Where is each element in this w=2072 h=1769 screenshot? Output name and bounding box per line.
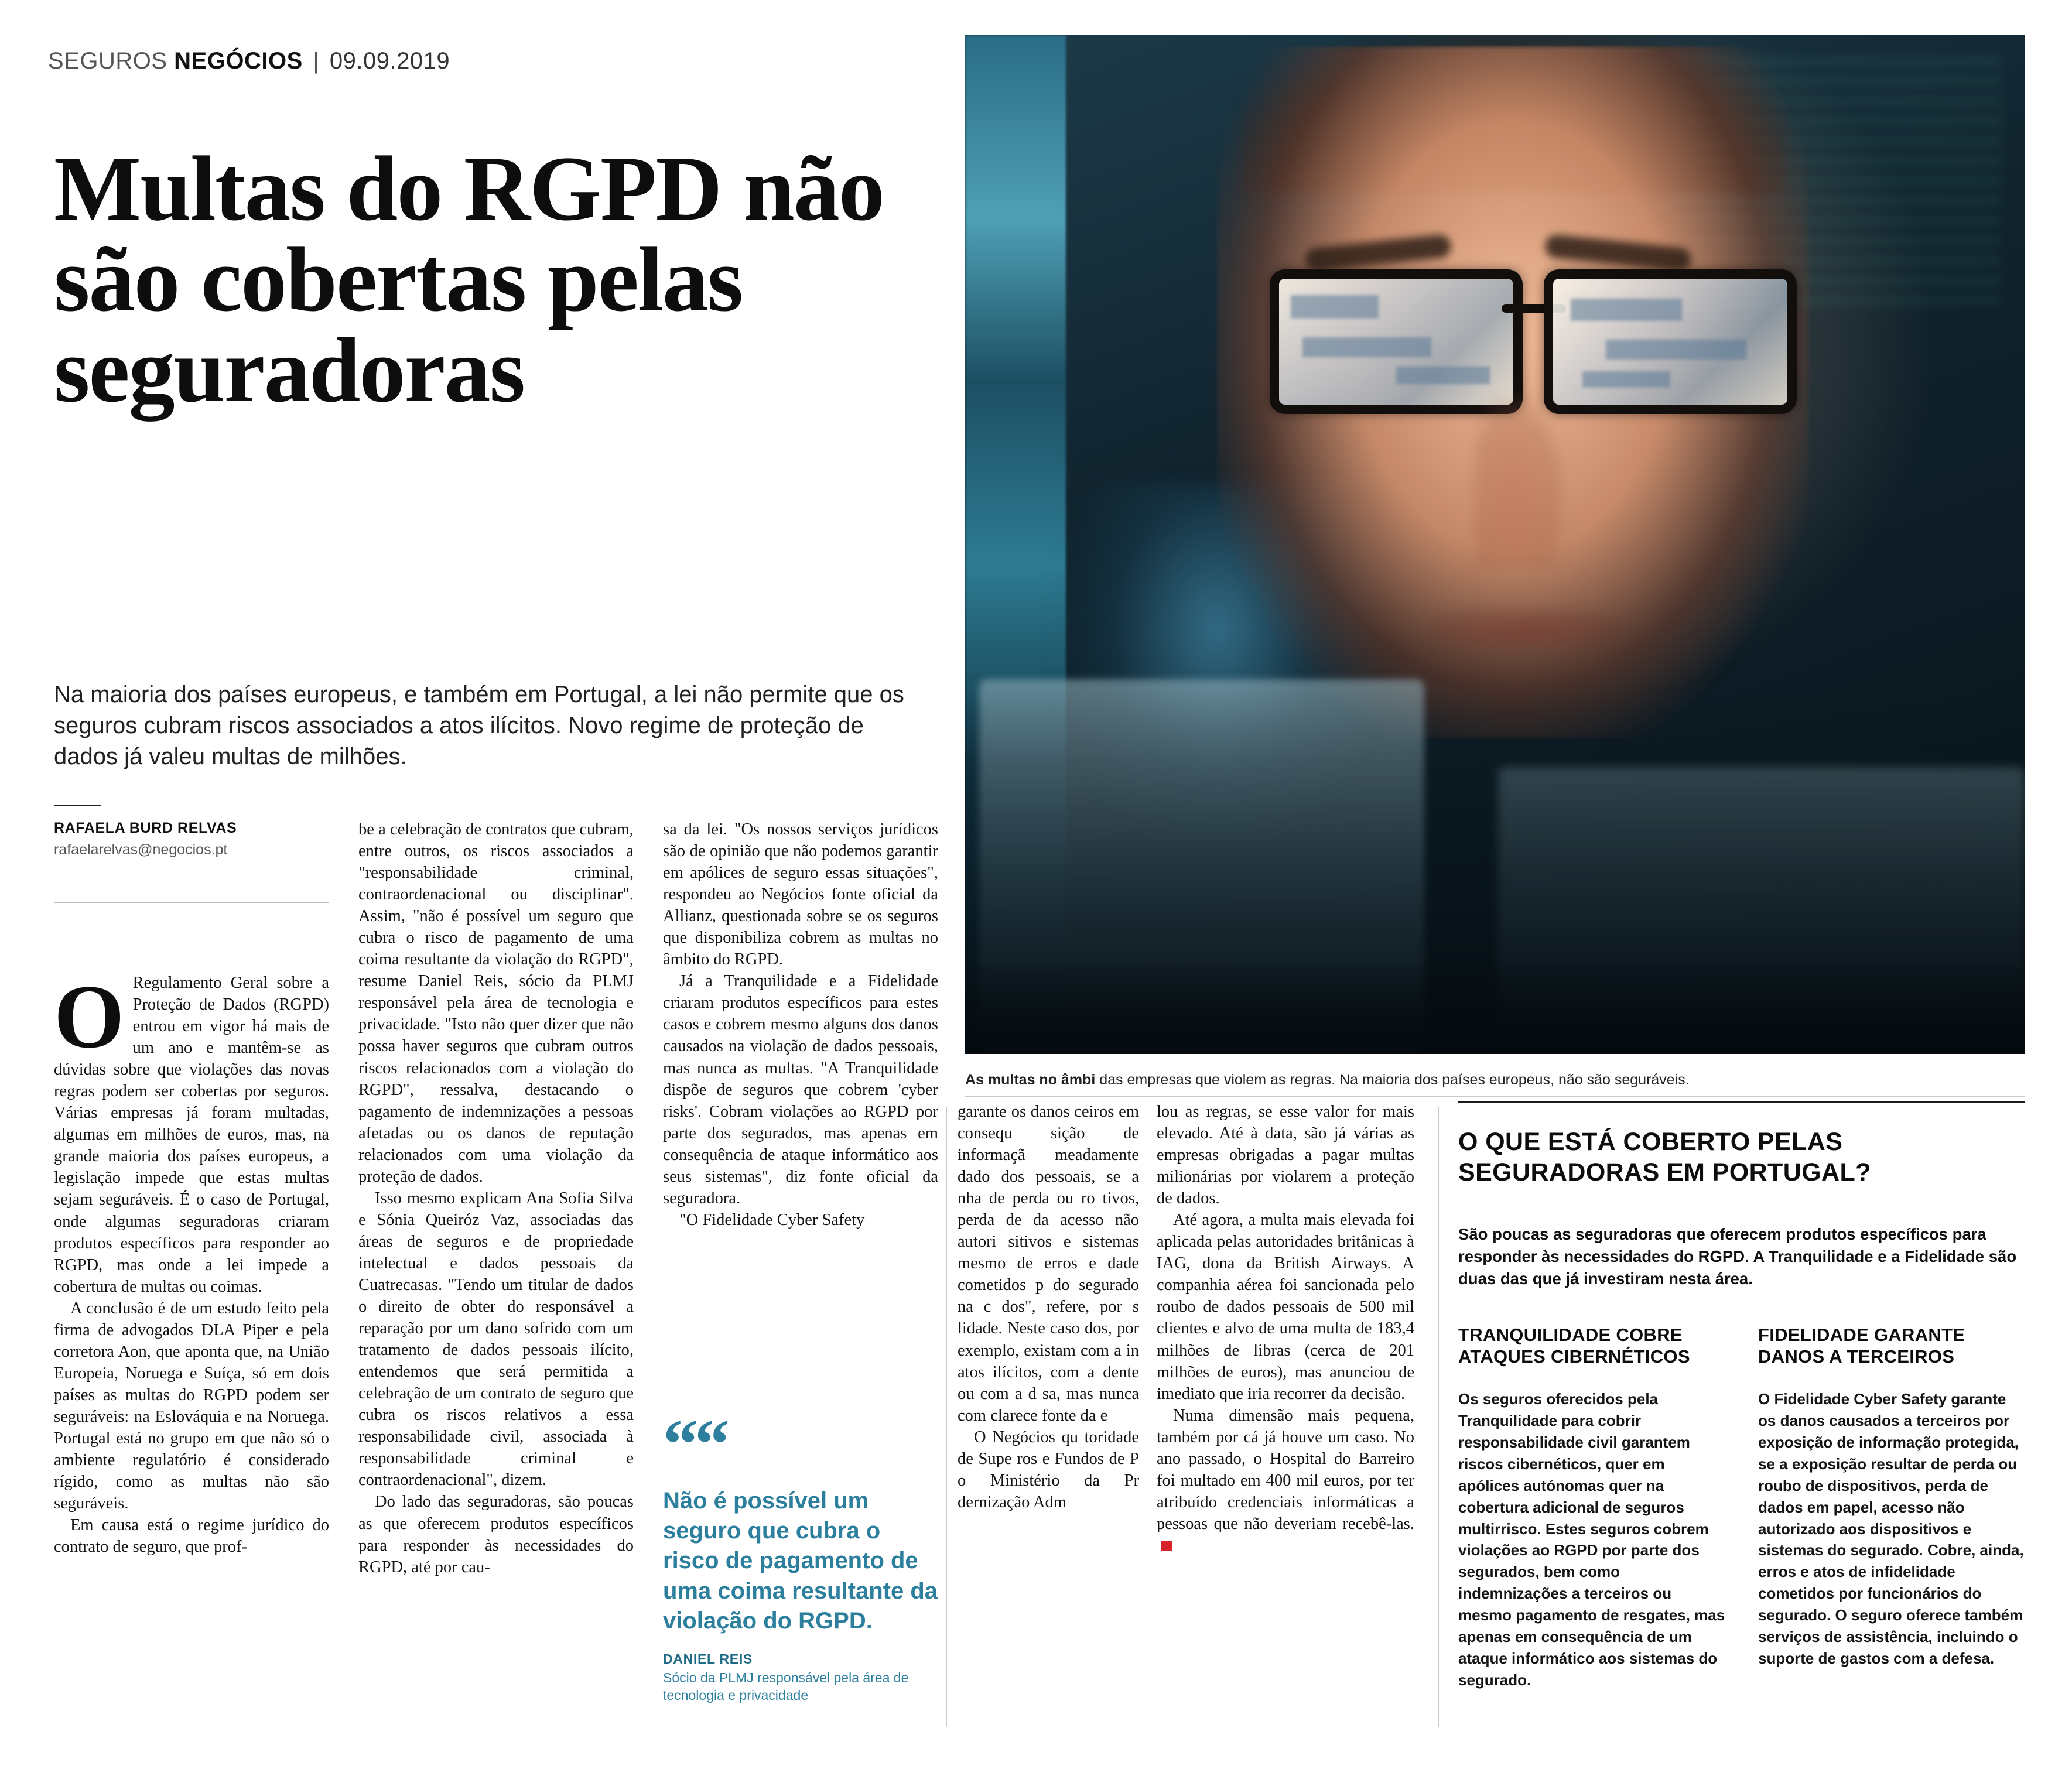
photo-caption [965,1070,2025,1090]
body-column-5 [1157,1101,1414,1556]
sidebar-item-heading: FIDELIDADE GARANTE DANOS A TERCEIROS [1758,1324,1965,1367]
paragraph: garante os danos ceiros em consequ sição de informaçã meadamente dado dos pessoais, se a nha de perda ou ro tivos, perda de da acesso não autori sitivos e sistemas mesmo de erros e dade cometidos p do segurado na c dos", refere, por s lidade. Neste caso dos, por exemplo, existam com a in atos ilícitos, com a dente ou com a d sa, mas nunca com clarece fonte da e [958,1103,1139,1425]
body-column-4 [958,1101,1139,1513]
pull-quote-role: Sócio da PLMJ responsável pela área de tecnologia e privacidade [663,1669,909,1703]
drop-cap: O [54,966,125,1067]
photo-glasses [1270,269,1797,404]
byline-email[interactable]: rafaelarelvas@negocios.pt [54,841,228,858]
pull-quote-author: DANIEL REIS [663,1651,753,1667]
column-divider [1438,1107,1439,1727]
sidebar-columns [1458,1324,2025,1691]
kicker-publication: NEGÓCIOS [174,48,303,74]
kicker-separator: | [313,48,320,74]
sidebar-item-heading: TRANQUILIDADE COBRE ATAQUES CIBERNÉTICOS [1458,1324,1690,1367]
photo-mouth [1428,609,1621,650]
paragraph: "O Fidelidade Cyber Safety [679,1210,865,1229]
body-column-2 [358,819,634,1578]
paragraph: sa da lei. "Os nossos serviços jurídicos são de opinião que não podemos garantir em apólices de seguro essas situações", respondeu ao Negócios fonte oficial da Allianz, questionada sobre se os seguros que disponibiliza cobrem as multas no âmbito do RGPD. [663,820,938,969]
article-photo [965,35,2025,1054]
byline-rule [54,805,101,806]
kicker-date: 09.09.2019 [329,48,450,74]
paragraph: Isso mesmo explicam Ana Sofia Silva e Sónia Queiróz Vaz, associadas das áreas de seguros e de propriedade intelectual e dados pessoais da Cuatrecasas. "Tendo um titular de dados o direito de obter do responsável a reparação por um dano sofrido com um tratamento de dados pessoais ilícito, entendemos que será permitida a celebração de um contrato de seguro que cubra os riscos relativos a essa responsabilidade civil, associada à responsabilidade criminal e contraordenacional", dizem. [358,1189,634,1490]
end-mark-icon [1161,1541,1172,1551]
caption-divider [965,1096,2025,1097]
sidebar-intro: São poucas as seguradoras que oferecem produtos específicos para responder às necessidades do RGPD. A Tranquilidade e a Fidelidade são duas das que já investiram nesta área. [1458,1224,2017,1288]
pull-quote-text: Não é possível um seguro que cubra o risco de pagamento de uma coima resultante da violação do RGPD. [663,1488,938,1634]
sidebar-item-fidelidade [1758,1324,2025,1691]
pull-quote [663,1405,938,1705]
photo-nose [1475,398,1562,568]
paragraph: Do lado das seguradoras, são poucas as que oferecem produtos específicos para responder às necessidades do RGPD, até por cau- [358,1493,634,1576]
sidebar-item-tranquilidade [1458,1324,1725,1691]
paragraph: Já a Tranquilidade e a Fidelidade criaram produtos específicos para estes casos e cobrem mesmo alguns dos danos causados na violação de dados pessoais, mas nunca as multas. "A Tranquilidade dispõe de seguros que cobrem 'cyber risks'. Cobram violações ao RGPD por parte dos segurados, mas apenas em consequência de ataque informático aos seus sistemas", diz fonte oficial da seguradora. [663,972,938,1207]
photo-lens-left [1270,269,1523,414]
page-title: Multas do RGPD não são cobertas pelas seguradoras [54,137,884,422]
paragraph: A conclusão é de um estudo feito pela firma de advogados DLA Piper e pela corretora Aon, que aponta que, na União Europeia, Noruega e Suíça, só em dois países as multas do RGPD podem ser seguráveis: na Eslováquia e na Noruega. Portugal está no grupo em que não só o ambiente regulatório é considerado rígido, como as multas não são seguráveis. [54,1299,329,1513]
sidebar-item-body: Os seguros oferecidos pela Tranquilidade para cobrir responsabilidade civil garantem riscos cibernéticos, quer em apólices autónomas quer na cobertura adicional de seguros multirrisco. Estes seguros cobrem violações ao RGPD por parte dos segurados, bem como indemnizações a terceiros ou mesmo pagamento de resgates, mas apenas em consequência de um ataque informático aos sistemas do segurado. [1458,1390,1725,1689]
kicker-section: SEGUROS [48,48,167,74]
quote-mark-icon: ““ [663,1405,726,1483]
body-column-3 [663,819,938,1231]
caption-text: das empresas que violem as regras. Na maioria dos países europeus, não são seguráveis. [1099,1072,1690,1088]
paragraph: be a celebração de contratos que cubram, entre outros, os riscos associados a "responsabilidade criminal, contraordenacional ou disciplinar". Assim, "não é possível um seguro que cubra o risco de pagamento de uma coima resultante da violação do RGPD", resume Daniel Reis, sócio da PLMJ responsável pela área de tecnologia e privacidade. "Isto não quer dizer que não possa haver seguros que cubram outros riscos relacionados com a violação do RGPD", ressalva, destacando o pagamento de indemnizações a pessoas afetadas ou os danos de reputação relacionados com uma violação da proteção de dados. [358,820,634,1186]
paragraph: Até agora, a multa mais elevada foi aplicada pelas autoridades britânicas à IAG, dona da British Airways. A companhia aérea foi sancionada pelo roubo de dados pessoais de 500 mil clientes e alvo de uma multa de 183,4 milhões de libras (cerca de 201 milhões de euros), mas anunciou de imediato que iria recorrer da decisão. [1157,1211,1414,1403]
paragraph: Em causa está o regime jurídico do contrato de seguro, que prof- [54,1516,329,1556]
byline-author: RAFAELA BURD RELVAS [54,820,237,836]
sidebar-item-body: O Fidelidade Cyber Safety garante os danos causados a terceiros por exposição de informação protegida, se a exposição resultar de perda ou roubo de dispositivos, perda de dados em papel, acesso não autorizado aos dispositivos e sistemas do segurado. Cobre, ainda, erros e atos de infidelidade cometidos por funcionários do segurado. O seguro oferece também serviços de assistência, incluindo o suporte de gastos com a defesa. [1758,1390,2024,1667]
caption-lead: As multas no âmbi [965,1072,1096,1088]
photo-shadow [965,691,2025,1054]
paragraph: Numa dimensão mais pequena, também por cá já houve um caso. No ano passado, o Hospital do Barreiro foi multado em 400 mil euros, por ter atribuído credenciais informáticas a pessoas que não deveriam recebê-las. [1157,1405,1414,1556]
paragraph: O Negócios qu toridade de Supe ros e Fundos de P o Ministério da Pr dernização Adm [958,1428,1139,1511]
byline [54,820,329,858]
photo-lens-right [1544,269,1797,414]
kicker [48,48,450,74]
standfirst: Na maioria dos países europeus, e também em Portugal, a lei não permite que os seguros cubram riscos associados a atos ilícitos. Novo regime de proteção de dados já valeu multas de milhões. [54,682,904,769]
paragraph: lou as regras, se esse valor for mais elevado. Até à data, são já várias as empresas obrigadas a pagar multas milionárias por violarem a proteção de dados. [1157,1103,1414,1208]
column-divider [946,1107,947,1727]
body-column-1 [54,966,329,1558]
sidebar-coverage-box [1458,1101,2025,1691]
byline-divider [54,902,329,903]
sidebar-title: O QUE ESTÁ COBERTO PELAS SEGURADORAS EM PORTUGAL? [1458,1128,1871,1187]
paragraph: Regulamento Geral sobre a Proteção de Dados (RGPD) entrou em vigor há mais de um ano e mantêm-se as dúvidas sobre que violações das novas regras podem ser cobertas por seguros. Várias empresas já foram multadas, algumas em milhões de euros, mas, na grande maioria dos países europeus, a legislação impede que estas multas sejam seguráveis. É o caso de Portugal, onde algumas seguradoras criaram produtos específicos para responder ao RGPD, mas onde a lei impede a cobertura de multas ou coimas. [54,974,329,1296]
